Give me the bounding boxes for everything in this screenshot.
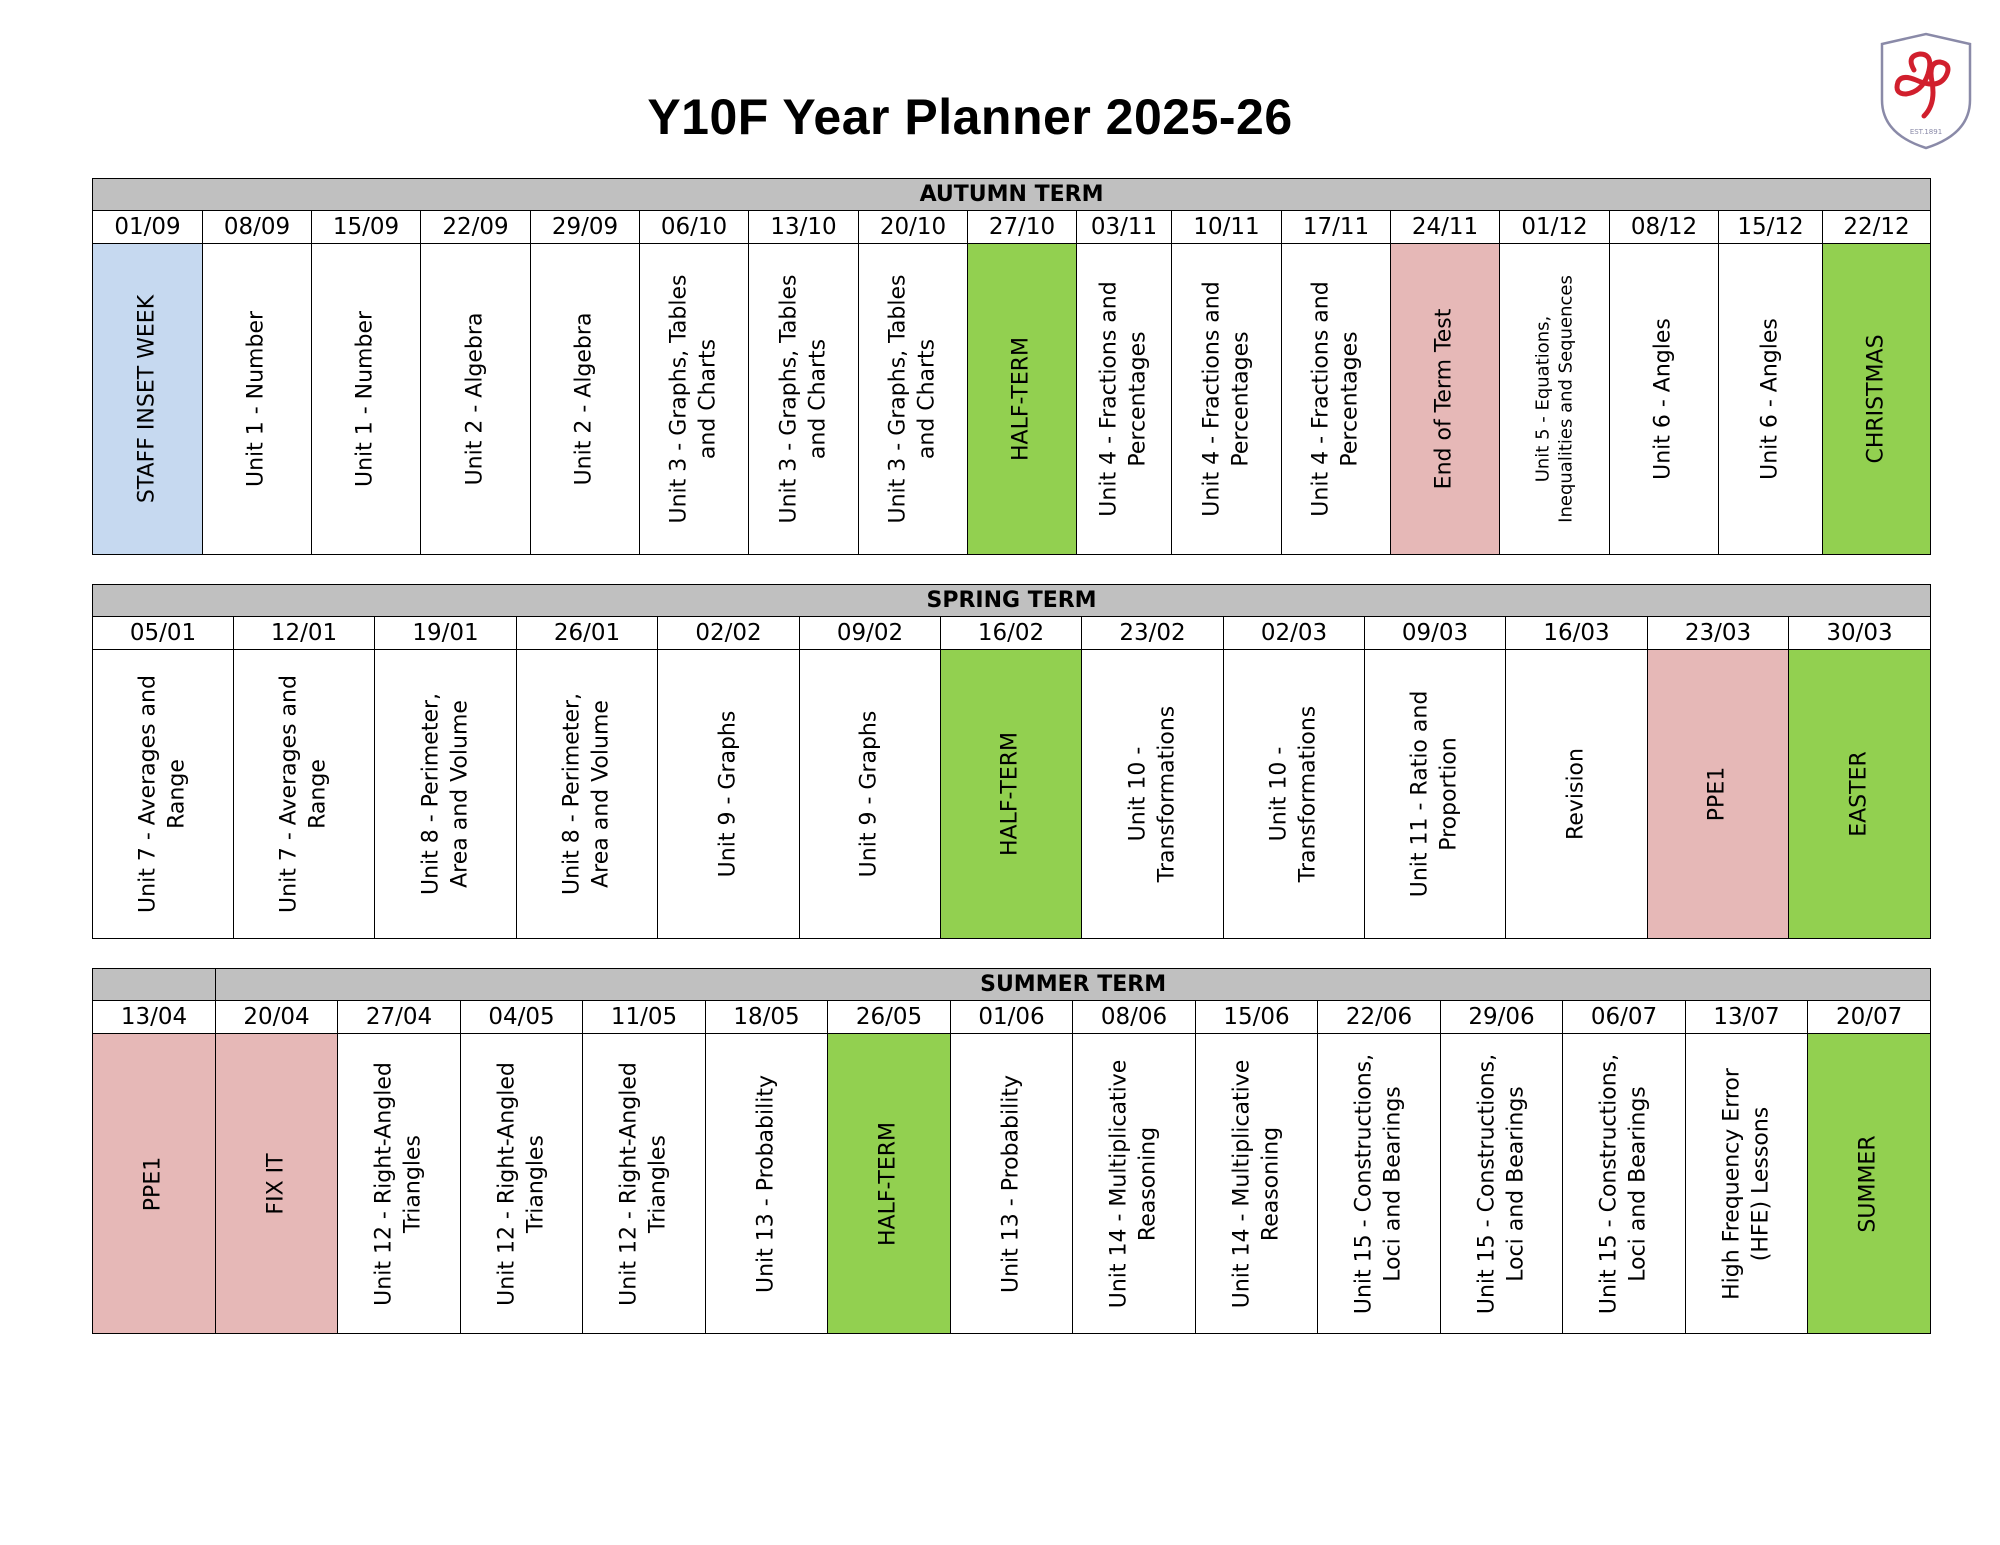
summer-week-date: 01/06 <box>951 1001 1073 1034</box>
autumn-week-topic: Unit 4 - Fractions and Percentages <box>1308 281 1362 517</box>
autumn-week-cell <box>531 244 640 555</box>
autumn-week-topic: Unit 3 - Graphs, Tables and Charts <box>775 274 830 524</box>
spring-week-date: 30/03 <box>1789 617 1931 650</box>
summer-week-cell <box>93 1034 216 1334</box>
autumn-week-cell <box>1077 244 1172 555</box>
summer-week-cell <box>1318 1034 1441 1334</box>
summer-week-topic: FIX IT <box>263 1152 289 1215</box>
autumn-week-topic: Unit 5 - Equations, Inequalities and Sequences <box>1532 275 1577 523</box>
spring-week-date: 05/01 <box>93 617 234 650</box>
school-crest-logo <box>1876 30 1976 152</box>
autumn-week-date: 15/12 <box>1719 211 1823 244</box>
autumn-week-date: 22/09 <box>421 211 531 244</box>
summer-week-date: 06/07 <box>1563 1001 1686 1034</box>
summer-week-topic: High Frequency Error (HFE) Lessons <box>1718 1067 1773 1300</box>
spring-week-cell <box>93 650 234 939</box>
spring-week-date: 23/03 <box>1648 617 1789 650</box>
autumn-week-date: 15/09 <box>312 211 421 244</box>
autumn-week-topic: Unit 6 - Angles <box>1757 318 1783 480</box>
autumn-week-date: 13/10 <box>749 211 859 244</box>
summer-week-date: 27/04 <box>338 1001 461 1034</box>
autumn-week-cell <box>203 244 312 555</box>
spring-week-date: 26/01 <box>517 617 658 650</box>
autumn-week-date: 03/11 <box>1077 211 1172 244</box>
spring-week-cell <box>1648 650 1789 939</box>
spring-week-topic: PPE1 <box>1704 766 1730 822</box>
autumn-week-topic: Unit 3 - Graphs, Tables and Charts <box>885 274 939 524</box>
summer-week-topic: Unit 15 - Constructions, Loci and Bearings <box>1351 1053 1405 1314</box>
summer-term-header: SUMMER TERM <box>216 969 1931 1001</box>
autumn-week-topic: Unit 2 - Algebra <box>462 312 488 486</box>
summer-term-table <box>92 968 1931 1334</box>
summer-week-cell <box>1808 1034 1931 1334</box>
autumn-week-cell <box>749 244 859 555</box>
summer-week-cell <box>1686 1034 1808 1334</box>
autumn-week-date: 08/12 <box>1610 211 1719 244</box>
summer-week-topic: SUMMER <box>1855 1134 1881 1233</box>
autumn-week-date: 10/11 <box>1172 211 1282 244</box>
spring-week-date: 23/02 <box>1082 617 1224 650</box>
spring-week-topic: Unit 10 - Transformations <box>1266 705 1320 883</box>
summer-week-topic: Unit 14 - Multiplicative Reasoning <box>1106 1059 1160 1308</box>
summer-blank-header <box>93 969 216 1001</box>
summer-week-date: 20/04 <box>216 1001 338 1034</box>
autumn-week-date: 17/11 <box>1282 211 1391 244</box>
spring-week-date: 16/02 <box>941 617 1082 650</box>
autumn-week-cell <box>1823 244 1931 555</box>
summer-week-date: 15/06 <box>1196 1001 1318 1034</box>
spring-week-topic: Unit 7 - Averages and Range <box>276 675 330 913</box>
summer-week-cell <box>461 1034 583 1334</box>
autumn-week-cell <box>1610 244 1719 555</box>
autumn-week-date: 08/09 <box>203 211 312 244</box>
autumn-week-topic: Unit 4 - Fractions and Percentages <box>1198 281 1253 517</box>
summer-week-date: 08/06 <box>1073 1001 1196 1034</box>
summer-week-topic: Unit 15 - Constructions, Loci and Bearings <box>1473 1053 1528 1314</box>
autumn-week-cell <box>859 244 968 555</box>
summer-week-cell <box>951 1034 1073 1334</box>
summer-week-date: 04/05 <box>461 1001 583 1034</box>
autumn-week-topic: Unit 3 - Graphs, Tables and Charts <box>666 274 720 524</box>
autumn-week-date: 24/11 <box>1391 211 1500 244</box>
spring-week-topic: EASTER <box>1846 751 1872 837</box>
spring-week-topic: Revision <box>1563 748 1589 840</box>
spring-week-cell <box>1789 650 1931 939</box>
summer-week-cell <box>583 1034 706 1334</box>
spring-term-table <box>92 584 1931 939</box>
spring-week-topic: Unit 10 - Transformations <box>1124 705 1179 883</box>
spring-week-topic: Unit 7 - Averages and Range <box>135 675 189 913</box>
spring-week-cell <box>800 650 941 939</box>
summer-week-date: 18/05 <box>706 1001 828 1034</box>
autumn-week-cell <box>968 244 1077 555</box>
autumn-week-cell <box>1719 244 1823 555</box>
spring-week-cell <box>1224 650 1365 939</box>
summer-week-date: 13/07 <box>1686 1001 1808 1034</box>
spring-week-cell <box>517 650 658 939</box>
autumn-week-date: 06/10 <box>640 211 749 244</box>
autumn-week-topic: CHRISTMAS <box>1863 334 1889 464</box>
spring-week-date: 09/02 <box>800 617 941 650</box>
spring-week-date: 09/03 <box>1365 617 1506 650</box>
spring-week-date: 16/03 <box>1506 617 1648 650</box>
autumn-week-date: 01/09 <box>93 211 203 244</box>
summer-week-date: 29/06 <box>1441 1001 1563 1034</box>
summer-week-cell <box>1563 1034 1686 1334</box>
summer-week-cell <box>828 1034 951 1334</box>
summer-week-topic: Unit 13 - Probability <box>998 1074 1024 1293</box>
spring-week-topic: Unit 11 - Ratio and Proportion <box>1407 690 1461 898</box>
autumn-week-topic: Unit 1 - Number <box>352 310 378 488</box>
spring-week-topic: Unit 8 - Perimeter, Area and Volume <box>559 692 613 896</box>
summer-week-topic: Unit 12 - Right-Angled Triangles <box>493 1061 548 1306</box>
spring-week-date: 02/02 <box>658 617 800 650</box>
autumn-week-topic: STAFF INSET WEEK <box>134 294 160 504</box>
spring-week-cell <box>1082 650 1224 939</box>
autumn-week-date: 01/12 <box>1500 211 1610 244</box>
summer-week-cell <box>1073 1034 1196 1334</box>
autumn-term-header: AUTUMN TERM <box>93 179 1931 211</box>
summer-week-topic: Unit 13 - Probability <box>753 1074 779 1293</box>
spring-week-date: 19/01 <box>375 617 517 650</box>
spring-week-topic: Unit 9 - Graphs <box>715 710 741 878</box>
summer-week-topic: PPE1 <box>140 1156 166 1211</box>
logo-text: EST.1891 <box>1909 128 1943 136</box>
autumn-week-topic: End of Term Test <box>1431 308 1457 490</box>
autumn-week-date: 20/10 <box>859 211 968 244</box>
autumn-week-cell <box>312 244 421 555</box>
summer-week-date: 26/05 <box>828 1001 951 1034</box>
spring-term-header: SPRING TERM <box>93 585 1931 617</box>
spring-week-cell <box>234 650 375 939</box>
autumn-week-topic: HALF-TERM <box>1008 336 1034 462</box>
autumn-week-date: 29/09 <box>531 211 640 244</box>
summer-week-topic: Unit 15 - Constructions, Loci and Bearings <box>1596 1053 1650 1314</box>
autumn-week-cell <box>421 244 531 555</box>
summer-week-date: 22/06 <box>1318 1001 1441 1034</box>
spring-week-topic: Unit 9 - Graphs <box>856 710 882 878</box>
spring-week-topic: HALF-TERM <box>997 731 1023 857</box>
spring-week-cell <box>1506 650 1648 939</box>
autumn-week-topic: Unit 1 - Number <box>243 310 269 488</box>
summer-week-cell <box>338 1034 461 1334</box>
autumn-week-cell <box>1500 244 1610 555</box>
summer-week-topic: Unit 12 - Right-Angled Triangles <box>371 1061 425 1306</box>
summer-week-topic: HALF-TERM <box>875 1121 901 1246</box>
autumn-week-topic: Unit 4 - Fractions and Percentages <box>1096 281 1150 517</box>
summer-week-cell <box>216 1034 338 1334</box>
spring-week-topic: Unit 8 - Perimeter, Area and Volume <box>417 692 472 896</box>
summer-week-date: 11/05 <box>583 1001 706 1034</box>
autumn-week-topic: Unit 2 - Algebra <box>571 312 597 486</box>
summer-week-date: 13/04 <box>93 1001 216 1034</box>
autumn-week-date: 22/12 <box>1823 211 1931 244</box>
spring-week-cell <box>658 650 800 939</box>
autumn-week-date: 27/10 <box>968 211 1077 244</box>
autumn-week-cell <box>1391 244 1500 555</box>
summer-week-date: 20/07 <box>1808 1001 1931 1034</box>
summer-week-topic: Unit 14 - Multiplicative Reasoning <box>1228 1059 1283 1308</box>
summer-week-cell <box>706 1034 828 1334</box>
spring-week-cell <box>375 650 517 939</box>
autumn-week-cell <box>93 244 203 555</box>
autumn-week-cell <box>1172 244 1282 555</box>
summer-week-topic: Unit 12 - Right-Angled Triangles <box>616 1061 670 1306</box>
spring-week-date: 02/03 <box>1224 617 1365 650</box>
summer-week-cell <box>1196 1034 1318 1334</box>
autumn-week-topic: Unit 6 - Angles <box>1650 318 1676 480</box>
autumn-term-table <box>92 178 1931 555</box>
autumn-week-cell <box>640 244 749 555</box>
page-title: Y10F Year Planner 2025-26 <box>647 89 1293 145</box>
spring-week-cell <box>941 650 1082 939</box>
spring-week-date: 12/01 <box>234 617 375 650</box>
summer-week-cell <box>1441 1034 1563 1334</box>
spring-week-cell <box>1365 650 1506 939</box>
autumn-week-cell <box>1282 244 1391 555</box>
